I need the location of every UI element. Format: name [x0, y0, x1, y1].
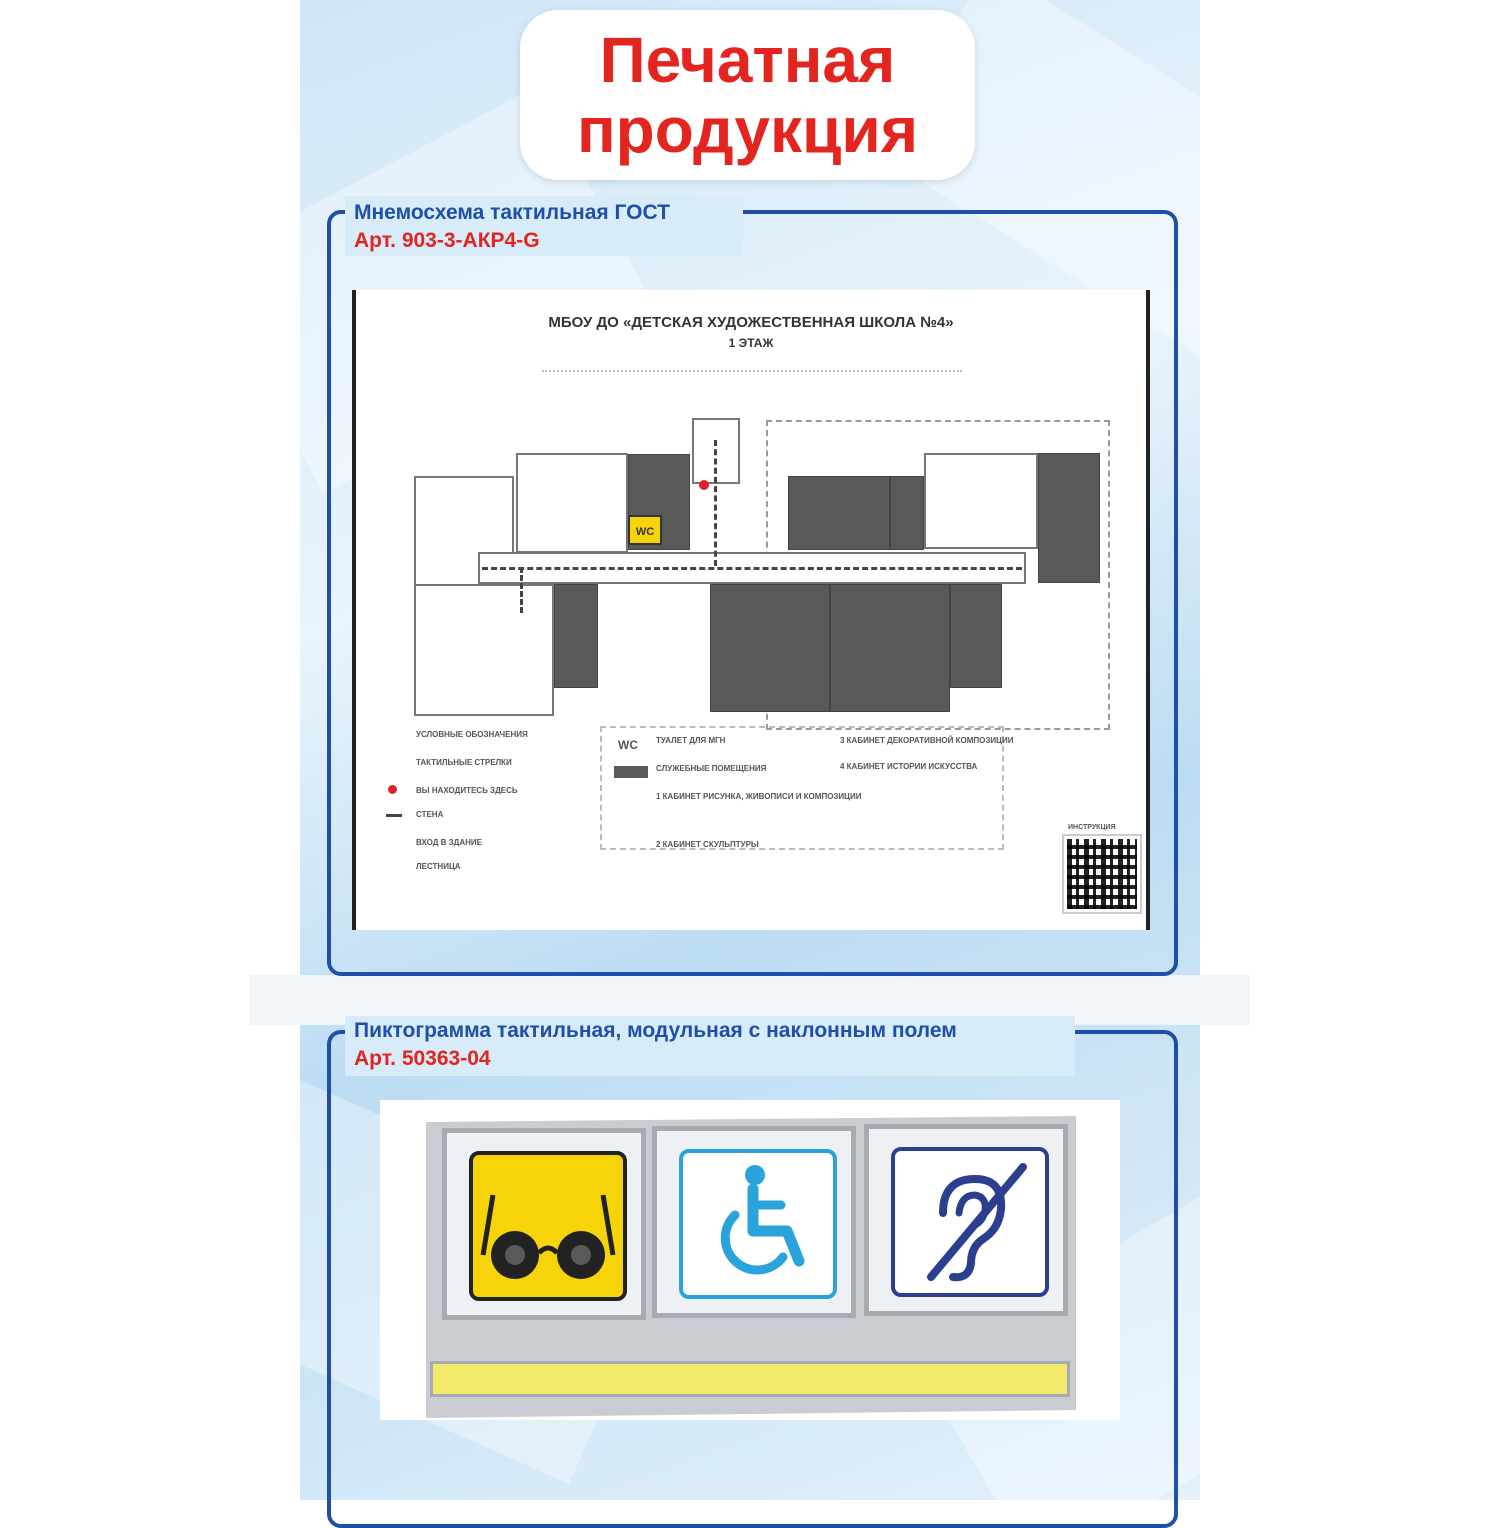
title-badge: [520, 10, 975, 180]
legend-item: 1 КАБИНЕТ РИСУНКА, ЖИВОПИСИ И КОМПОЗИЦИИ: [656, 792, 862, 801]
sign-wheelchair: [679, 1149, 837, 1299]
product-name-1: Мнемосхема тактильная ГОСТ: [354, 201, 670, 224]
tactile-floor-plan: [352, 290, 1150, 930]
legend-item: 2 КАБИНЕТ СКУЛЬПТУРЫ: [656, 840, 759, 849]
legend-item: СТЕНА: [416, 810, 444, 819]
service-room: [788, 476, 890, 550]
wc-legend-label: WC: [618, 738, 638, 752]
route-line: [482, 567, 1022, 570]
room: [516, 453, 628, 553]
service-room: [1038, 453, 1100, 583]
service-room-swatch: [614, 766, 648, 778]
room: [924, 453, 1038, 549]
route-line: [520, 567, 523, 613]
service-room: [890, 476, 924, 550]
route-line: [714, 440, 717, 566]
legend-item: 3 КАБИНЕТ ДЕКОРАТИВНОЙ КОМПОЗИЦИИ: [840, 736, 1014, 745]
product-article-2: Арт. 50363-04: [354, 1047, 491, 1070]
legend-item: 4 КАБИНЕТ ИСТОРИИ ИСКУССТВА: [840, 762, 978, 771]
you-are-here-icon: [699, 480, 709, 490]
wall-icon: [386, 814, 402, 817]
service-room: [710, 584, 830, 712]
sheet-edge: [1146, 290, 1150, 930]
tactile-pictogram-product: [380, 1100, 1120, 1420]
product-name-2: Пиктограмма тактильная, модульная с наклонным полем: [354, 1019, 957, 1042]
braille-line: [542, 370, 962, 372]
legend-item: УСЛОВНЫЕ ОБОЗНАЧЕНИЯ: [416, 730, 528, 739]
pictogram-tile: [442, 1128, 646, 1320]
product-article-1: Арт. 903-3-АКР4-G: [354, 229, 540, 252]
sign-visually-impaired: [469, 1151, 627, 1301]
plan-title: МБОУ ДО «ДЕТСКАЯ ХУДОЖЕСТВЕННАЯ ШКОЛА №4»: [548, 314, 954, 331]
sign-hearing-impaired: [891, 1147, 1049, 1297]
glasses-icon: [473, 1155, 623, 1297]
qr-code[interactable]: [1064, 836, 1140, 912]
legend-item: ВХОД В ЗДАНИЕ: [416, 838, 482, 847]
page-title-line2: продукция: [576, 94, 919, 166]
legend-item: СЛУЖЕБНЫЕ ПОМЕЩЕНИЯ: [656, 764, 767, 773]
legend-item: ЛЕСТНИЦА: [416, 862, 461, 871]
page-title-line1: Печатная: [599, 24, 896, 96]
service-room: [554, 584, 598, 688]
pictogram-tile: [864, 1124, 1068, 1316]
plan-floor: 1 ЭТАЖ: [728, 336, 774, 350]
braille-strip: [430, 1361, 1070, 1397]
hearing-impaired-icon: [895, 1151, 1045, 1293]
legend-item: ТУАЛЕТ ДЛЯ МГН: [656, 736, 726, 745]
service-room: [950, 584, 1002, 688]
sheet-edge: [352, 290, 356, 930]
wc-marker: WC: [628, 515, 662, 545]
qr-caption: ИНСТРУКЦИЯ: [1068, 824, 1116, 831]
legend-item: ВЫ НАХОДИТЕСЬ ЗДЕСЬ: [416, 786, 518, 795]
pictogram-tile: [652, 1126, 856, 1318]
service-room: [830, 584, 950, 712]
you-are-here-icon: [388, 785, 397, 794]
room: [414, 584, 554, 716]
legend-item: ТАКТИЛЬНЫЕ СТРЕЛКИ: [416, 758, 512, 767]
wheelchair-icon: [683, 1153, 833, 1295]
